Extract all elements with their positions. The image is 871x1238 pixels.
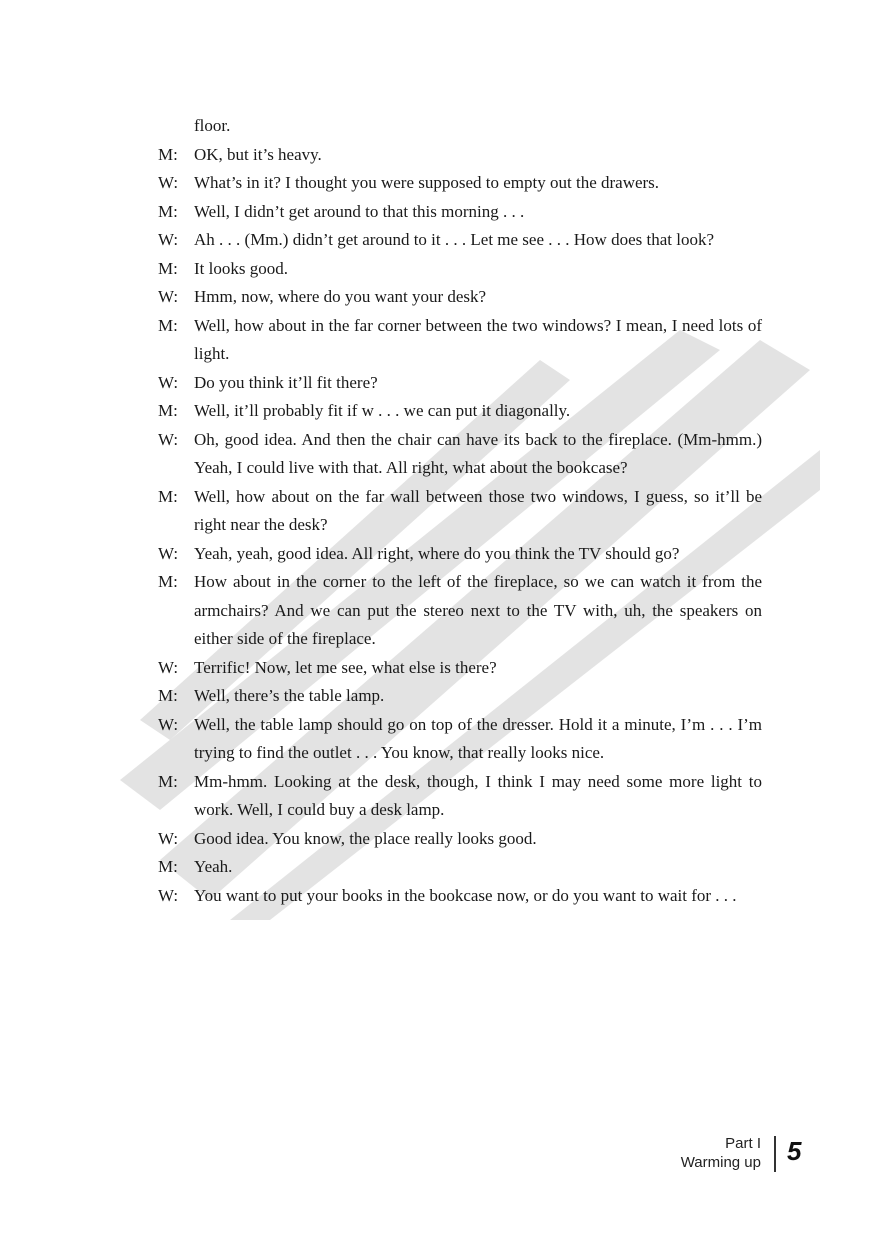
speaker-label: W:	[158, 714, 179, 734]
dialogue-text: You want to put your books in the bookcase now, or do you want to wait for . . .	[194, 885, 737, 905]
dialogue-text: How about in the corner to the left of the fireplace, so we can watch it from the armchairs? And we can put the stereo next to the TV with, uh, the speakers on either side of the fireplace.	[194, 572, 762, 648]
dialogue-text: floor.	[194, 116, 231, 135]
dialogue-text: What’s in it? I thought you were supposed to empty out the drawers.	[194, 173, 660, 192]
dialogue-line	[158, 682, 762, 711]
dialogue-text: Hmm, now, where do you want your desk?	[194, 287, 487, 306]
speaker-label: W:	[158, 372, 179, 392]
dialogue-line	[158, 226, 762, 255]
dialogue-text: Well, how about in the far corner between the two windows? I mean, I need lots of light.	[194, 315, 762, 363]
dialogue-line	[158, 397, 762, 426]
speaker-label: W:	[158, 657, 179, 677]
speaker-label: M:	[158, 857, 178, 876]
dialogue-text: Oh, good idea. And then the chair can have its back to the fireplace. (Mm-hmm.) Yeah, I could live with that. All right, what about the bookcase?	[194, 429, 762, 477]
dialogue-line	[158, 825, 762, 854]
dialogue-line	[158, 853, 762, 882]
dialogue-text: Yeah, yeah, good idea. All right, where do you think the TV should go?	[194, 543, 680, 563]
dialogue-text: Well, the table lamp should go on top of the dresser. Hold it a minute, I’m . . . I’m trying to find the outlet . . . You know, that really looks nice.	[194, 714, 762, 762]
page-footer	[681, 1134, 761, 1172]
speaker-label: M:	[158, 144, 178, 164]
speaker-label: M:	[158, 686, 178, 705]
dialogue-line	[158, 112, 762, 141]
speaker-label: W:	[158, 543, 179, 563]
speaker-label: W:	[158, 429, 179, 449]
dialogue-text: Well, it’ll probably fit if w . . . we can put it diagonally.	[194, 401, 571, 420]
speaker-label: M:	[158, 771, 178, 791]
dialogue-line	[158, 540, 762, 569]
dialogue-text: Ah . . . (Mm.) didn’t get around to it . . . Let me see . . . How does that look?	[194, 230, 714, 249]
dialogue-text: Good idea. You know, the place really looks good.	[194, 828, 537, 848]
dialogue-line	[158, 768, 762, 825]
dialogue-text: It looks good.	[194, 258, 288, 278]
dialogue-line	[158, 198, 762, 227]
speaker-label: M:	[158, 315, 178, 335]
speaker-label: M:	[158, 401, 178, 420]
speaker-label: W:	[158, 885, 179, 905]
page-number: 5	[787, 1136, 802, 1166]
speaker-label: W:	[158, 828, 179, 848]
dialogue-line	[158, 141, 762, 170]
dialogue-line	[158, 426, 762, 483]
dialogue-line	[158, 483, 762, 540]
dialogue-line	[158, 568, 762, 654]
dialogue-text: Well, there’s the table lamp.	[194, 686, 385, 705]
dialogue-text: Terrific! Now, let me see, what else is there?	[194, 657, 497, 677]
dialogue-text: Mm-hmm. Looking at the desk, though, I think I may need some more light to work. Well, I could buy a desk lamp.	[194, 771, 762, 819]
speaker-label: M:	[158, 201, 178, 221]
dialogue-line	[158, 711, 762, 768]
dialogue-line	[158, 654, 762, 683]
speaker-label: W:	[158, 173, 179, 192]
footer-section-label: Warming up	[680, 1154, 761, 1171]
dialogue-line	[158, 283, 762, 312]
dialogue-text: Well, how about on the far wall between those two windows, I guess, so it’ll be right near the desk?	[194, 486, 762, 534]
speaker-label: W:	[158, 230, 179, 249]
footer-part-label: Part I	[725, 1135, 761, 1152]
dialogue-text: Well, I didn’t get around to that this morning . . .	[194, 201, 525, 221]
speaker-label: M:	[158, 486, 178, 506]
dialogue-text: Yeah.	[194, 857, 233, 876]
speaker-label: M:	[158, 258, 178, 278]
dialogue-line	[158, 169, 762, 198]
dialogue-text: Do you think it’ll fit there?	[194, 372, 378, 392]
dialogue-line	[158, 369, 762, 398]
dialogue-text: OK, but it’s heavy.	[194, 144, 322, 164]
dialogue-line	[158, 255, 762, 284]
speaker-label: M:	[158, 572, 178, 591]
dialogue-line	[158, 312, 762, 369]
dialogue-line	[158, 882, 762, 911]
speaker-label: W:	[158, 287, 179, 306]
footer-divider	[774, 1136, 776, 1172]
dialogue-transcript	[158, 112, 762, 910]
